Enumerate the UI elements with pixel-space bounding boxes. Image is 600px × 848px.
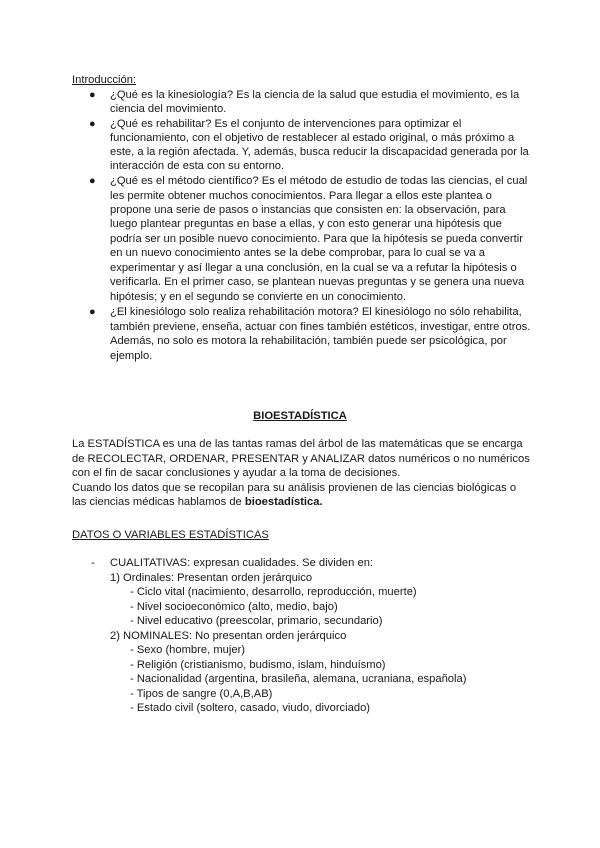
dash-marker: - [91,557,95,569]
paragraph-line-5 [72,495,323,510]
nominales-label: 2) NOMINALES: No presentan orden jerárquico [110,630,347,642]
intro-item-4-line-4: ejemplo. [110,350,153,362]
intro-item-1-line-2: ciencia del movimiento. [110,103,227,115]
paragraph-line-5-text: las ciencias médicas hablamos de [72,496,245,508]
paragraph-line-3: con el fin de sacar conclusiones y ayudar a la toma de decisiones. [72,467,401,479]
intro-item-2-line-1: ¿Qué es rehabilitar? Es el conjunto de intervenciones para optimizar el [110,118,462,130]
intro-item-1-line-1: ¿Qué es la kinesiología? Es la ciencia de la salud que estudia el movimiento, es la [110,89,520,101]
nominales-item-2: - Religión (cristianismo, budismo, islam, hinduísmo) [130,659,386,671]
intro-item-3-line-1: ¿Qué es el método científico? Es el método de estudio de todas las ciencias, el cual [110,175,528,187]
ordinales-item-3: - Nivel educativo (preescolar, primario, secundario) [130,615,383,627]
cualitativas-line: CUALITATIVAS: expresan cualidades. Se dividen en: [110,557,374,569]
ordinales-item-2: - Nivel socioeconómico (alto, medio, bajo) [130,601,338,613]
ordinales-label: 1) Ordinales: Presentan orden jerárquico [110,572,313,584]
bullet-icon: ● [89,89,96,101]
intro-item-3-line-7: experimentar y así llegar a una conclusión, en la cual se va a refutar la hipótesis o [110,262,517,274]
ordinales-item-1: - Ciclo vital (nacimiento, desarrollo, reproducción, muerte) [130,586,417,598]
intro-item-3-line-3: propone una serie de pasos o instancias que consisten en: la observación, para [110,204,506,216]
intro-item-3-line-9: hipótesis; y en el segundo se convierte en un conocimiento. [110,291,407,303]
paragraph-line-1: La ESTADÍSTICA es una de las tantas ramas del árbol de las matemáticas que se encarga [72,438,523,450]
bioestadistica-term: bioestadística. [244,496,323,508]
intro-item-2-line-2: funcionamiento, con el objetivo de restablecer al estado original, o más próximo a [110,132,515,144]
intro-item-4-line-2: también previene, enseña, actuar con fines también estéticos, investigar, entre otros. [110,321,531,333]
nominales-item-3: - Nacionalidad (argentina, brasileña, alemana, ucraniana, española) [130,673,467,685]
bullet-icon: ● [89,118,96,130]
paragraph-line-2: de RECOLECTAR, ORDENAR, PRESENTAR y ANALIZAR datos numéricos o no numéricos [72,453,530,465]
intro-item-2-line-3: este, a la región afectada. Y, además, busca reducir la discapacidad generada por la [110,146,529,158]
bullet-icon: ● [89,175,96,187]
nominales-item-5: - Estado civil (soltero, casado, viudo, divorciado) [130,702,371,714]
paragraph-line-4: Cuando los datos que se recopilan para su análisis provienen de las ciencias biológicas o [72,482,517,494]
intro-item-3-line-4: luego plantear preguntas en base a ellas, y con esto generar una hipótesis que [110,218,502,230]
intro-item-2-line-4: interacción de esta con su entorno. [110,160,285,172]
nominales-item-1: - Sexo (hombre, mujer) [130,644,246,656]
section-title: BIOESTADÍSTICA [253,410,347,422]
intro-item-3-line-8: verificarla. En el primer caso, se plantean nuevas preguntas y se genera una nueva [110,276,525,288]
variables-heading: DATOS O VARIABLES ESTADÍSTICAS [72,529,269,541]
intro-item-3-line-5: podría ser un posible nuevo conocimiento. Para que la hipótesis se pueda convertir [110,233,523,245]
intro-item-4-line-3: Además, no solo es motora la rehabilitación, también puede ser psicológica, por [110,335,507,347]
bullet-icon: ● [89,306,96,318]
intro-heading: Introducción: [72,74,137,86]
intro-item-3-line-2: les permite obtener muchos conocimientos. Para llegar a ellos este plantea o [110,190,492,202]
nominales-item-4: - Tipos de sangre (0,A,B,AB) [130,688,273,700]
intro-item-3-line-6: en un nuevo conocimiento antes se la debe comprobar, para lo cual se va a [110,247,486,259]
intro-item-4-line-1: ¿El kinesiólogo solo realiza rehabilitación motora? El kinesiólogo no sólo rehabilita, [110,306,522,318]
